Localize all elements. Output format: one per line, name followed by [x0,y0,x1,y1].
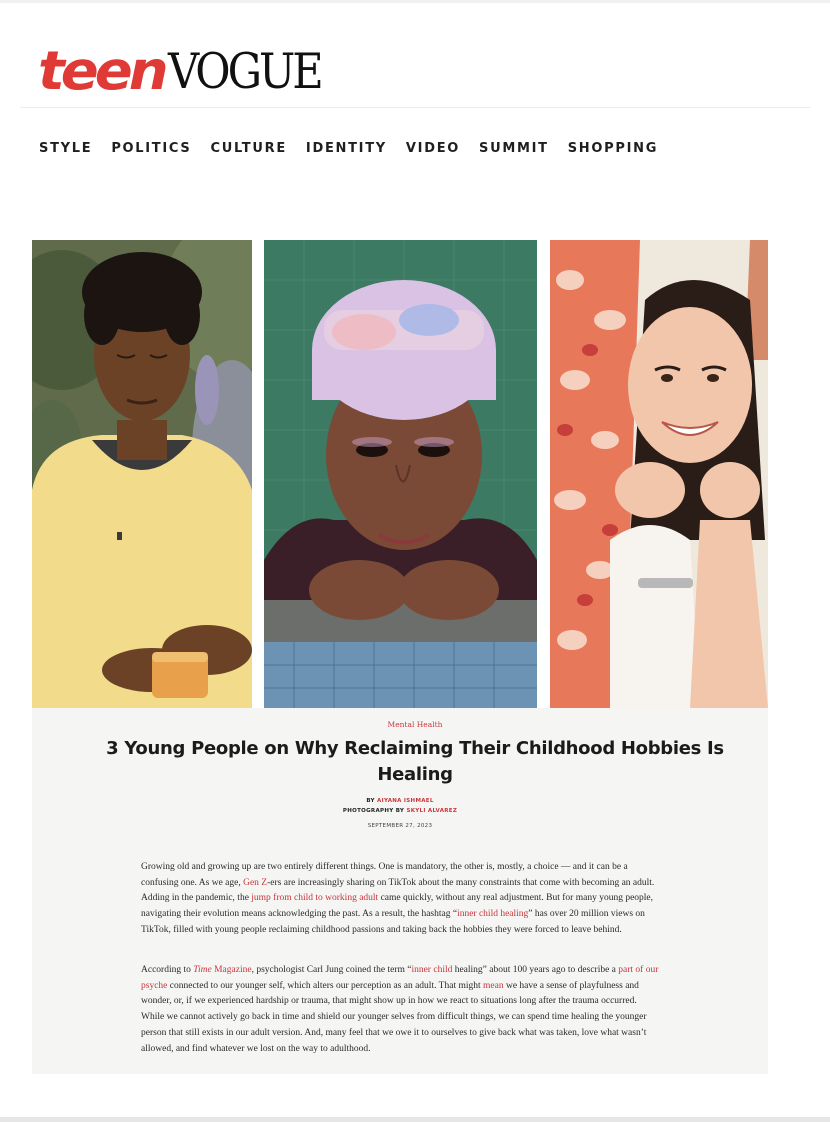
paragraph-text: ” has over 20 million views on TikTok, filled with young people reclaiming childhood passions and taking back the hobbies they were forced to leave behind. [141,909,645,935]
nav-item-politics[interactable]: POLITICS [111,141,192,156]
inline-link[interactable]: jump from child to working adult [251,893,379,904]
photo-credit-label: PHOTOGRAPHY BY [342,808,405,814]
paragraph-text: came quickly, without any real adjustment. But for many young people, navigating their evolution means acknowledging the past. As a result, the hashtag “ [141,893,654,920]
byline-label: BY [366,798,375,804]
hero-photo-floral [550,240,768,708]
paragraph-text: we have a sense of playfulness and wonder, or, if we experienced hardship or trauma, that might show up in how we react to situations long after the trauma occurred. While we cannot actively go back in time and shield our younger selves from difficult things, we can spend time healing the younger person that still exists in our adult version. And, many feel that we owe it to ourselves to give back what was taken, love what wasn’t allowed, and find whatever we lost on the way to adulthood. [141,980,647,1054]
author-link[interactable]: AIYANA ISHMAEL [377,798,434,804]
paragraph-text: healing” about 100 years ago to describe a [452,965,619,975]
top-edge [0,0,830,3]
inline-link[interactable]: inner child healing [457,909,529,920]
hero-photo-yellow-sweater [32,240,252,708]
inline-link[interactable]: Magazine [211,965,252,975]
inline-link[interactable]: Time [193,965,212,975]
teen-vogue-logo[interactable] [38,40,341,103]
header-divider [20,107,810,108]
article-paragraph-1 [141,860,661,939]
nav-item-culture[interactable]: CULTURE [210,141,287,156]
nav-item-summit[interactable]: SUMMIT [479,141,549,156]
main-nav [39,141,658,156]
paragraph-text: Growing old and growing up are two entirely different things. One is mandatory, the other is, mostly, a choice — and it can be a confusing one. As we age, [141,862,628,888]
nav-item-shopping[interactable]: SHOPPING [567,141,659,156]
paragraph-text: , psychologist Carl Jung coined the term “ [251,965,412,975]
logo-vogue-wordmark: VOGUE [167,43,321,100]
nav-item-video[interactable]: VIDEO [405,141,461,156]
nav-item-style[interactable]: STYLE [39,141,93,156]
photo-credit [0,808,800,814]
inline-link[interactable]: inner child [411,965,453,975]
paragraph-text: According to [141,965,194,975]
paragraph-text: connected to our younger self, which alters our perception as an adult. That might [167,980,483,991]
nav-item-identity[interactable]: IDENTITY [305,141,387,156]
article-headline: 3 Young People on Why Reclaiming Their Childhood Hobbies Is Healing [106,738,724,785]
logo-teen-wordmark: teen [38,40,165,103]
hero-photo-swimmer [264,240,537,708]
paragraph-text: -ers are increasingly sharing on TikTok about the many constraints that come with becoming an adult. Adding in the pandemic, the [141,877,655,904]
inline-link[interactable]: Gen Z [243,877,268,888]
inline-link[interactable]: part of our psyche [141,965,659,991]
publish-date: SEPTEMBER 27, 2023 [367,823,433,829]
bottom-scroll-edge [0,1117,830,1122]
byline [0,798,800,804]
inline-link[interactable]: mean [483,980,504,991]
article-rubric-link[interactable]: Mental Health [387,720,443,729]
photographer-link[interactable]: SKYLI ALVAREZ [406,808,458,814]
article-paragraph-2 [141,963,661,1057]
